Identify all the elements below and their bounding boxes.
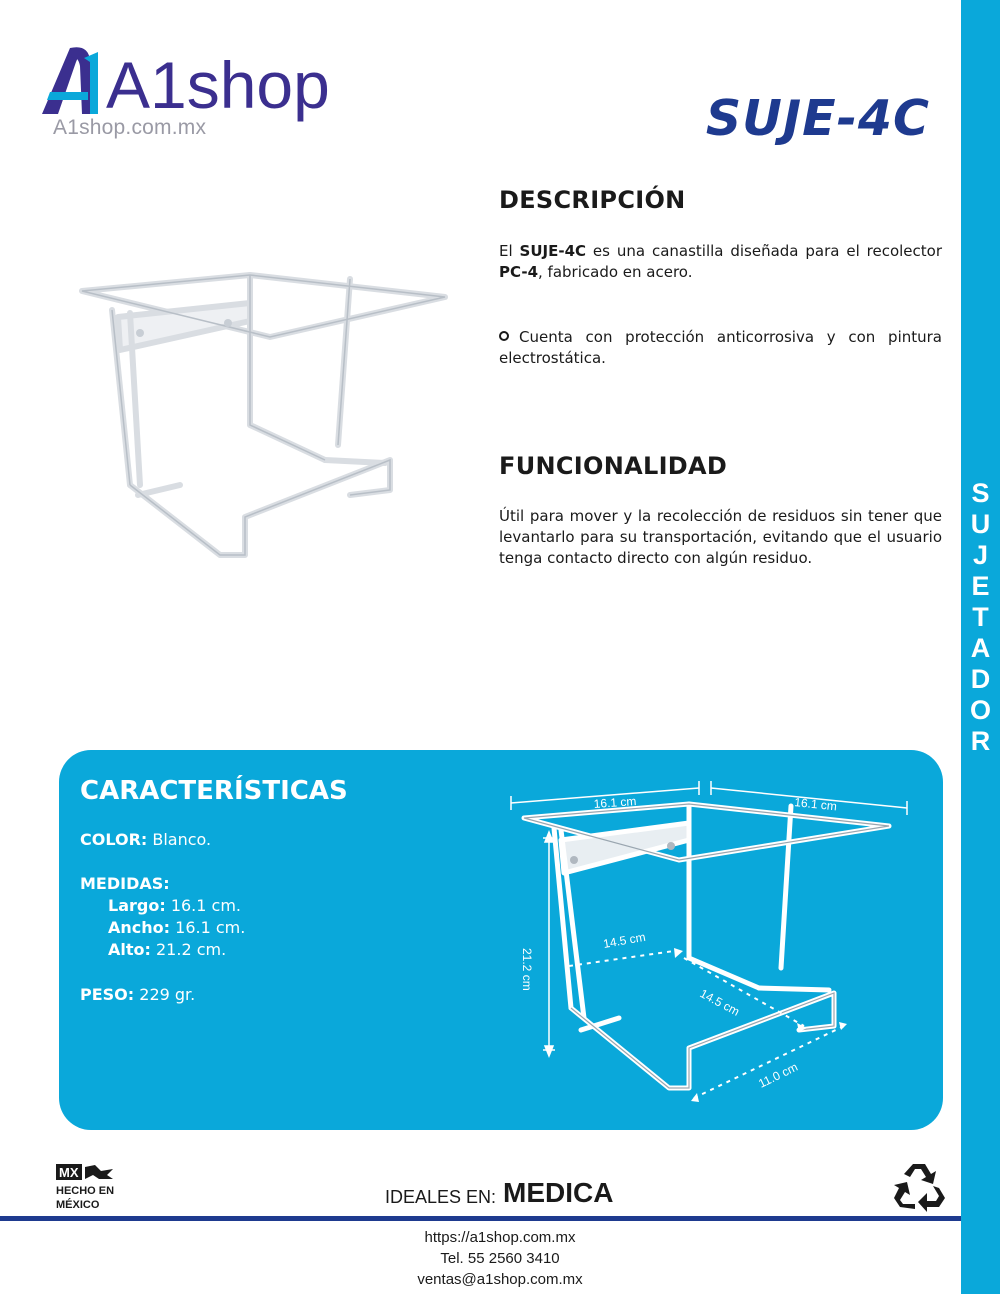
spec-largo-value: 16.1 cm. — [165, 896, 241, 915]
logo-mark — [36, 40, 330, 122]
badge-hecho-en: HECHO EN — [56, 1185, 115, 1197]
spec-largo — [108, 896, 241, 915]
spec-peso-label: PESO: — [80, 985, 135, 1004]
recycle-icon — [893, 1160, 945, 1210]
spec-medidas — [80, 874, 170, 893]
logo-text: A1shop — [106, 48, 330, 122]
bullet-circle-icon — [499, 331, 509, 341]
dimension-diagram — [499, 768, 919, 1113]
side-letter: E — [971, 571, 990, 601]
dim-label-inner-1: 14.5 cm — [602, 929, 647, 951]
footer-phone: Tel. 55 2560 3410 — [440, 1250, 560, 1267]
bullet-line-1: Cuenta con protección anticorrosiva y con pintura — [519, 328, 942, 346]
spec-color-label: COLOR: — [80, 830, 148, 849]
footer-divider — [0, 1216, 961, 1221]
ideales-label: IDEALES EN: — [385, 1187, 497, 1207]
footer-email-link[interactable]: ventas@a1shop.com.mx — [417, 1271, 583, 1288]
side-letter: T — [972, 602, 989, 632]
spec-alto-value: 21.2 cm. — [150, 940, 227, 959]
descripcion-text — [499, 241, 942, 283]
spec-alto — [108, 940, 226, 959]
spec-largo-label: Largo: — [108, 896, 166, 915]
caracteristicas-panel — [59, 750, 943, 1130]
spec-peso — [80, 985, 195, 1004]
spec-alto-label: Alto: — [108, 940, 151, 959]
funcionalidad-text: Útil para mover y la recolección de residuos sin tener que levantarlo para su transportación, evitando que el usuario tenga contacto directo con algún residuo. — [499, 507, 942, 567]
page-title: SUJE-4C — [705, 90, 930, 147]
spec-peso-value: 229 gr. — [134, 985, 196, 1004]
dim-label-bottom: 11.0 cm — [756, 1059, 800, 1091]
bullet-line-2: electrostática. — [499, 349, 606, 367]
badge-mx: MX — [59, 1165, 79, 1180]
footer-website-link[interactable]: https://a1shop.com.mx — [424, 1229, 576, 1246]
spec-ancho-value: 16.1 cm. — [170, 918, 246, 937]
spec-color-value: Blanco. — [147, 830, 212, 849]
side-letter: D — [970, 664, 991, 694]
badge-mexico: MÉXICO — [56, 1199, 100, 1211]
side-band — [961, 0, 1000, 1294]
dim-label-top-right: 16.1 cm — [793, 795, 838, 814]
side-letter: J — [972, 540, 989, 570]
side-letter: R — [970, 726, 991, 756]
dim-label-height: 21.2 cm — [520, 948, 534, 991]
descripcion-text-prefix: El — [499, 242, 520, 260]
descripcion-heading: DESCRIPCIÓN — [499, 186, 686, 214]
side-letter: U — [970, 509, 991, 539]
side-category-label — [961, 478, 1000, 757]
side-letter: A — [970, 633, 991, 663]
logo-url: A1shop.com.mx — [53, 116, 207, 139]
descripcion-model: SUJE-4C — [519, 242, 587, 260]
side-letter: S — [971, 478, 990, 508]
mexico-badge-icon — [55, 1163, 117, 1211]
spec-color — [80, 830, 211, 849]
caracteristicas-heading: CARACTERÍSTICAS — [80, 776, 348, 806]
spec-ancho — [108, 918, 245, 937]
side-letter: O — [969, 695, 991, 725]
descripcion-text-suffix: , fabricado en acero. — [538, 263, 693, 281]
dim-label-inner-2: 14.5 cm — [697, 986, 742, 1019]
feature-bullet — [499, 327, 942, 369]
product-photo — [70, 255, 460, 575]
dim-label-top-left: 16.1 cm — [593, 794, 637, 811]
ideales-value: MEDICA — [503, 1177, 614, 1208]
spec-ancho-label: Ancho: — [108, 918, 171, 937]
spec-medidas-label: MEDIDAS: — [80, 874, 170, 893]
descripcion-text-mid: es una canastilla diseñada para el recolector — [586, 242, 942, 260]
funcionalidad-heading: FUNCIONALIDAD — [499, 452, 728, 480]
descripcion-product: PC-4 — [499, 263, 539, 281]
